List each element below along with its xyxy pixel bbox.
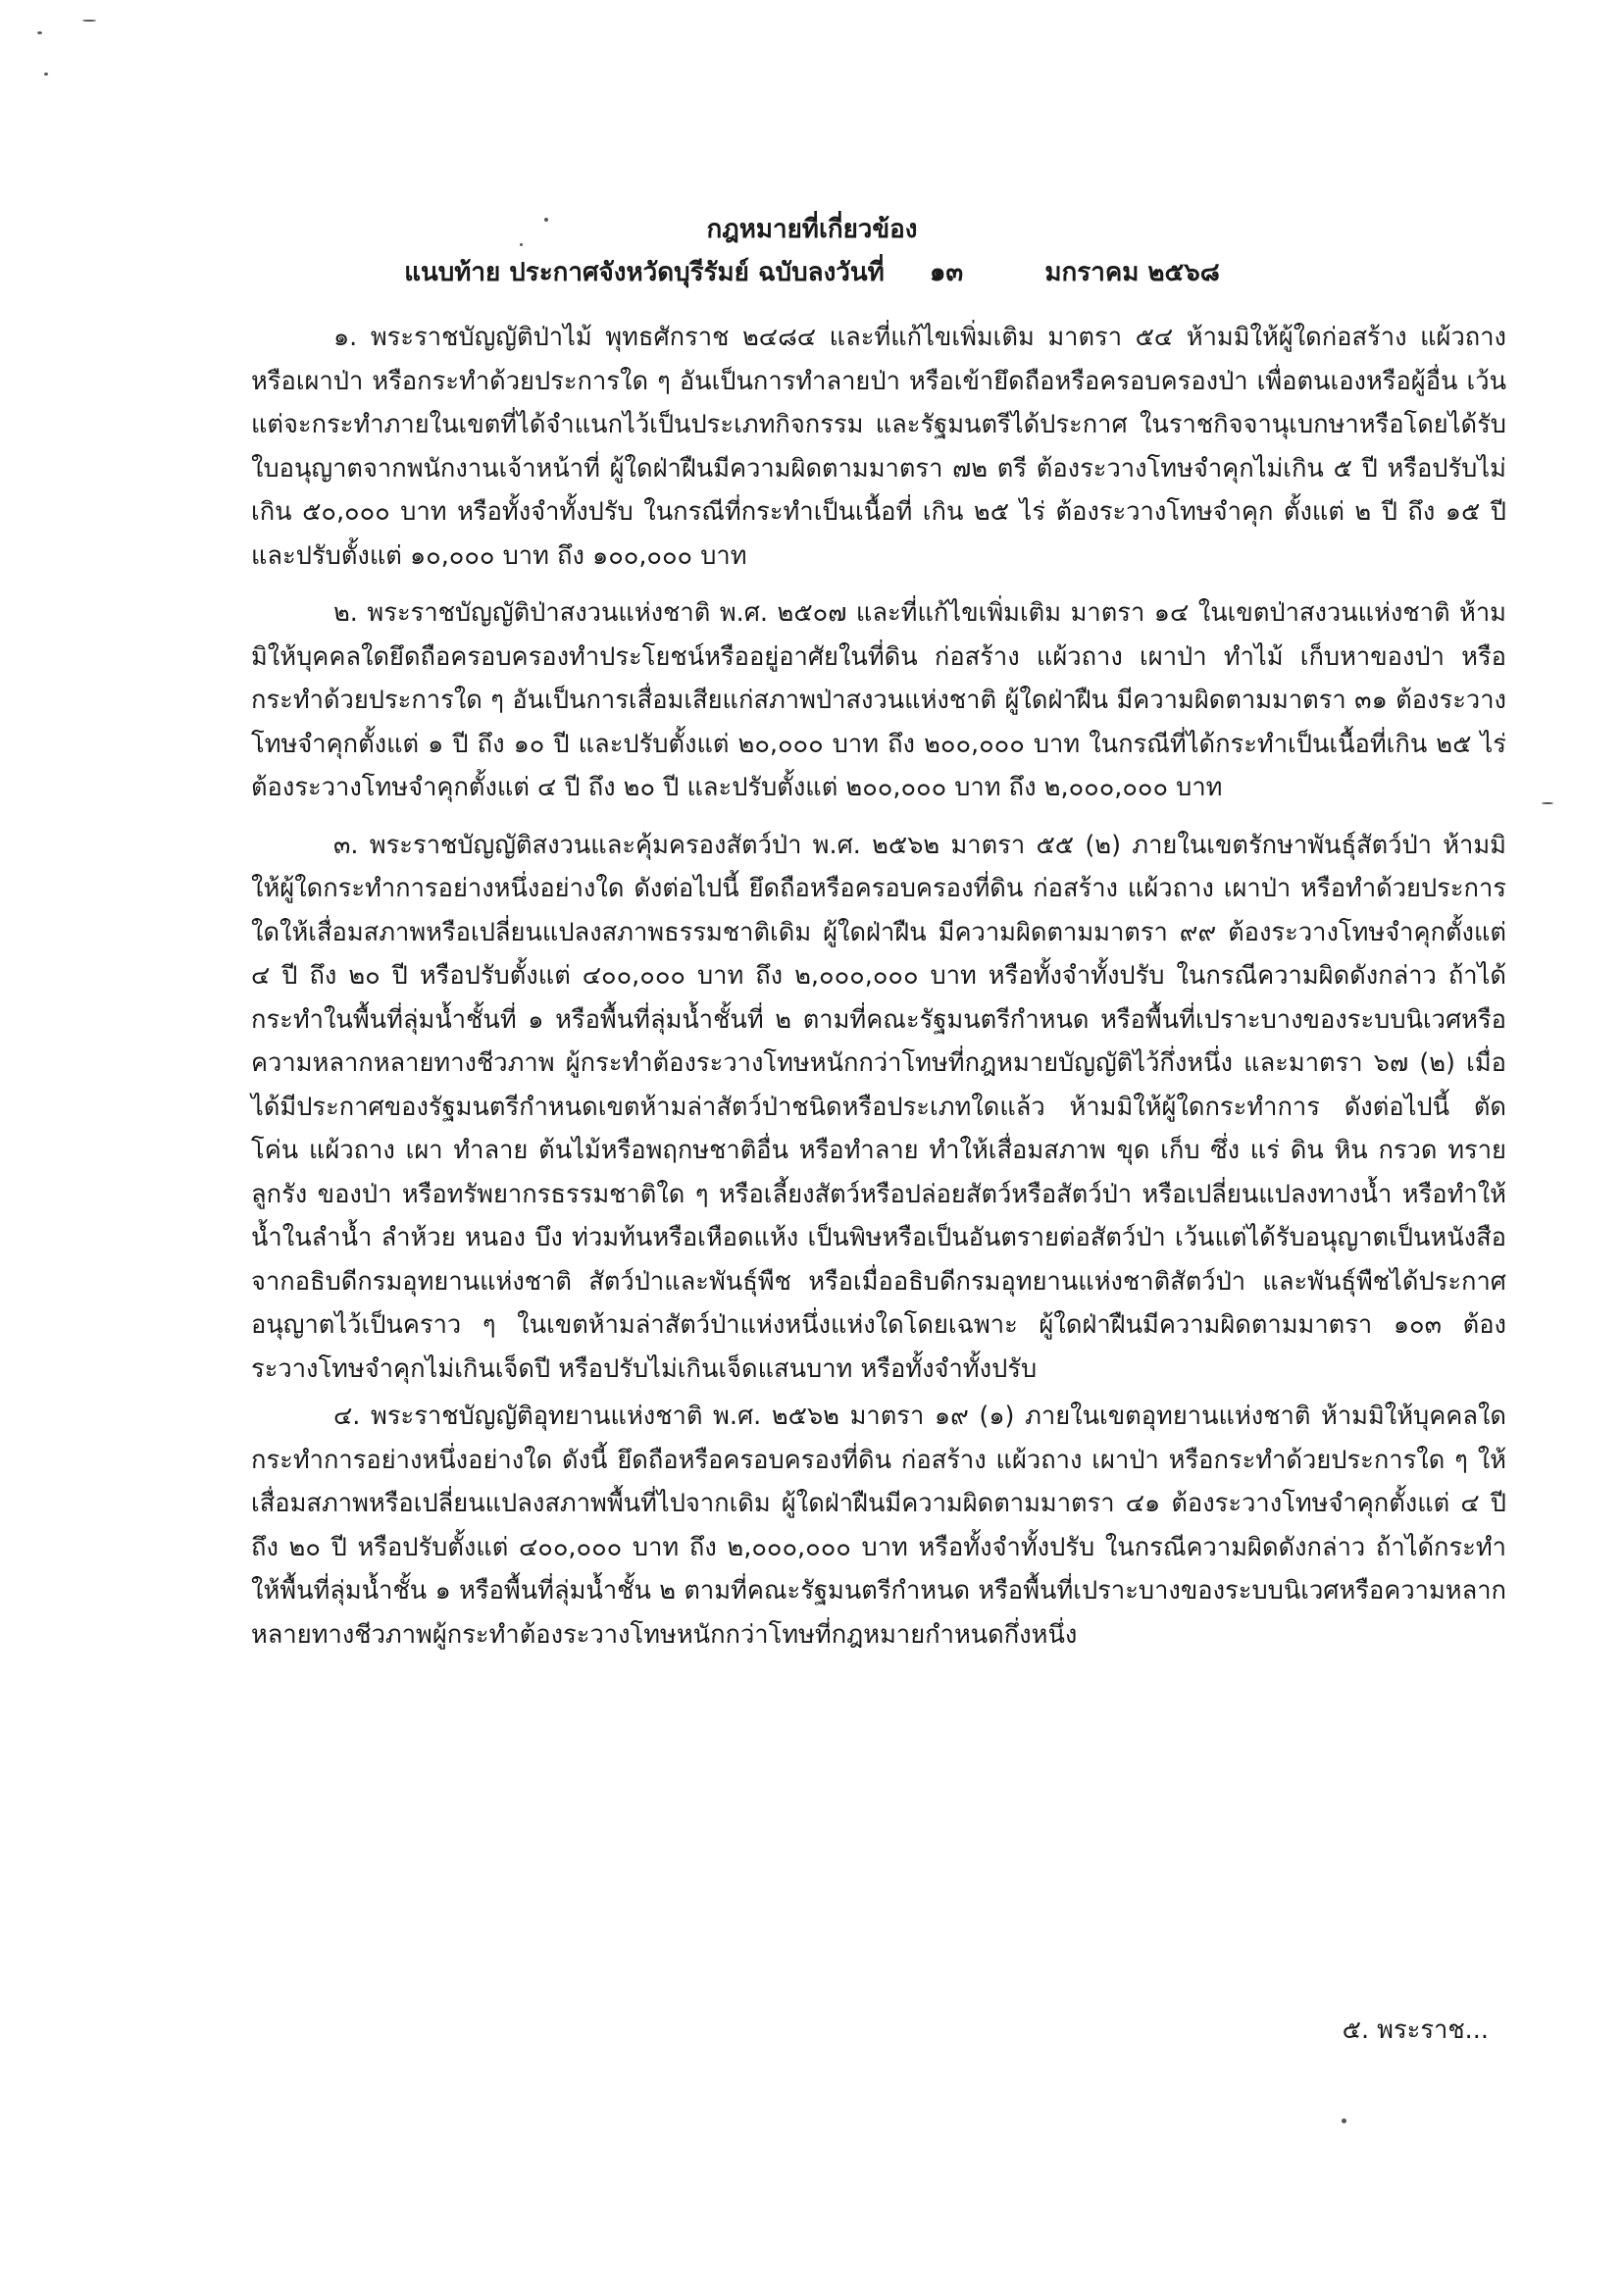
paragraph-1: ๑. พระราชบัญญัติป่าไม้ พุทธศักราช ๒๔๘๔ และที่แก้ไขเพิ่มเติม มาตรา ๕๔ ห้ามมิให้ผู้ใดก่อสร้าง แผ้วถาง หรือเผาป่า หรือกระทำด้วยประการใด ๆ อันเป็นการทำลายป่า หรือเข้ายึดถือหรือครอบครองป่า เพื่อตนเองหรือผู้อื่น เว้นแต่จะกระทำภายในเขตที่ได้จำแนกไว้เป็นประเภทกิจกรรม และรัฐมนตรีได้ประกาศ ในราชกิจจานุเบกษาหรือโดยได้รับใบอนุญาตจากพนักงานเจ้าหน้าที่ ผู้ใดฝ่าฝืนมีความผิดตามมาตรา ๗๒ ตรี ต้องระวางโทษจำคุกไม่เกิน ๕ ปี หรือปรับไม่เกิน ๕๐,๐๐๐ บาท หรือทั้งจำทั้งปรับ ในกรณีที่กระทำเป็นเนื้อที่ เกิน ๒๕ ไร่ ต้องระวางโทษจำคุก ตั้งแต่ ๒ ปี ถึง ๑๕ ปี และปรับตั้งแต่ ๑๐,๐๐๐ บาท ถึง ๑๐๐,๐๐๐ บาท [251, 323, 1506, 571]
scan-speck [37, 31, 42, 34]
scan-speck [82, 20, 96, 22]
continuation-marker: ๕. พระราช... [1342, 2015, 1489, 2045]
scan-speck [1542, 802, 1553, 804]
document-body [251, 316, 1506, 1657]
paragraph-4: ๔. พระราชบัญญัติอุทยานแห่งชาติ พ.ศ. ๒๕๖๒ มาตรา ๑๙ (๑) ภายในเขตอุทยานแห่งชาติ ห้ามมิให้บุคคลใดกระทำการอย่างหนึ่งอย่างใด ดังนี้ ยึดถือหรือครอบครองที่ดิน ก่อสร้าง แผ้วถาง เผาป่า หรือกระทำด้วยประการใด ๆ ให้เสื่อมสภาพหรือเปลี่ยนแปลงสภาพพื้นที่ไปจากเดิม ผู้ใดฝ่าฝืนมีความผิดตามมาตรา ๔๑ ต้องระวางโทษจำคุกตั้งแต่ ๔ ปี ถึง ๒๐ ปี หรือปรับตั้งแต่ ๔๐๐,๐๐๐ บาท ถึง ๒,๐๐๐,๐๐๐ บาท หรือทั้งจำทั้งปรับ ในกรณีความผิดดังกล่าว ถ้าได้กระทำให้พื้นที่ลุ่มน้ำชั้น ๑ หรือพื้นที่ลุ่มน้ำชั้น ๒ ตามที่คณะรัฐมนตรีกำหนด หรือพื้นที่เปราะบางของระบบนิเวศหรือความหลากหลายทางชีวภาพผู้กระทำต้องระวางโทษหนักกว่าโทษที่กฎหมายกำหนดกึ่งหนึ่ง [251, 1402, 1506, 1650]
subtitle-month-year: มกราคม ๒๕๖๘ [1044, 258, 1220, 287]
scan-speck [1342, 2118, 1346, 2123]
subtitle-prefix: แนบท้าย ประกาศจังหวัดบุรีรัมย์ ฉบับลงวันที่ [404, 258, 885, 287]
paragraph-3: ๓. พระราชบัญญัติสงวนและคุ้มครองสัตว์ป่า พ.ศ. ๒๕๖๒ มาตรา ๕๕ (๒) ภายในเขตรักษาพันธุ์สัตว์ป่า ห้ามมิให้ผู้ใดกระทำการอย่างหนึ่งอย่างใด ดังต่อไปนี้ ยึดถือหรือครอบครองที่ดิน ก่อสร้าง แผ้วถาง เผาป่า หรือทำด้วยประการใดให้เสื่อมสภาพหรือเปลี่ยนแปลงสภาพธรรมชาติเดิม ผู้ใดฝ่าฝืน มีความผิดตามมาตรา ๙๙ ต้องระวางโทษจำคุกตั้งแต่ ๔ ปี ถึง ๒๐ ปี หรือปรับตั้งแต่ ๔๐๐,๐๐๐ บาท ถึง ๒,๐๐๐,๐๐๐ บาท หรือทั้งจำทั้งปรับ ในกรณีความผิดดังกล่าว ถ้าได้กระทำในพื้นที่ลุ่มน้ำชั้นที่ ๑ หรือพื้นที่ลุ่มน้ำชั้นที่ ๒ ตามที่คณะรัฐมนตรีกำหนด หรือพื้นที่เปราะบางของระบบนิเวศหรือความหลากหลายทางชีวภาพ ผู้กระทำต้องระวางโทษหนักกว่าโทษที่กฎหมายบัญญัติไว้กึ่งหนึ่ง และมาตรา ๖๗ (๒) เมื่อได้มีประกาศของรัฐมนตรีกำหนดเขตห้ามล่าสัตว์ป่าชนิดหรือประเภทใดแล้ว ห้ามมิให้ผู้ใดกระทำการ ดังต่อไปนี้ ตัด โค่น แผ้วถาง เผา ทำลาย ต้นไม้หรือพฤกษชาติอื่น หรือทำลาย ทำให้เสื่อมสภาพ ขุด เก็บ ซึ่ง แร่ ดิน หิน กรวด ทราย ลูกรัง ของป่า หรือทรัพยากรธรรมชาติใด ๆ หรือเลี้ยงสัตว์หรือปล่อยสัตว์หรือสัตว์ป่า หรือเปลี่ยนแปลงทางน้ำ หรือทำให้น้ำในลำน้ำ ลำห้วย หนอง บึง ท่วมท้นหรือเหือดแห้ง เป็นพิษหรือเป็นอันตรายต่อสัตว์ป่า เว้นแต่ได้รับอนุญาตเป็นหนังสือจากอธิบดีกรมอุทยานแห่งชาติ สัตว์ป่าและพันธุ์พืช หรือเมื่ออธิบดีกรมอุทยานแห่งชาติสัตว์ป่า และพันธุ์พืชได้ประกาศอนุญาตไว้เป็นคราว ๆ ในเขตห้ามล่าสัตว์ป่าแห่งหนึ่งแห่งใดโดยเฉพาะ ผู้ใดฝ่าฝืนมีความผิดตามมาตรา ๑๐๓ ต้องระวางโทษจำคุกไม่เกินเจ็ดปี หรือปรับไม่เกินเจ็ดแสนบาท หรือทั้งจำทั้งปรับ [251, 830, 1506, 1384]
paragraph-2: ๒. พระราชบัญญัติป่าสงวนแห่งชาติ พ.ศ. ๒๕๐๗ และที่แก้ไขเพิ่มเติม มาตรา ๑๔ ในเขตป่าสงวนแห่งชาติ ห้ามมิให้บุคคลใดยึดถือครอบครองทำประโยชน์หรืออยู่อาศัยในที่ดิน ก่อสร้าง แผ้วถาง เผาป่า ทำไม้ เก็บหาของป่า หรือกระทำด้วยประการใด ๆ อันเป็นการเสื่อมเสียแก่สภาพป่าสงวนแห่งชาติ ผู้ใดฝ่าฝืน มีความผิดตามมาตรา ๓๑ ต้องระวางโทษจำคุกตั้งแต่ ๑ ปี ถึง ๑๐ ปี และปรับตั้งแต่ ๒๐,๐๐๐ บาท ถึง ๒๐๐,๐๐๐ บาท ในกรณีที่ได้กระทำเป็นเนื้อที่เกิน ๒๕ ไร่ ต้องระวางโทษจำคุกตั้งแต่ ๔ ปี ถึง ๒๐ ปี และปรับตั้งแต่ ๒๐๐,๐๐๐ บาท ถึง ๒,๐๐๐,๐๐๐ บาท [251, 598, 1506, 802]
subtitle-day: ๑๓ [929, 258, 964, 287]
scan-speck [44, 73, 48, 76]
document-title: กฎหมายที่เกี่ยวข้อง [706, 215, 918, 244]
document-subtitle [0, 253, 1624, 292]
